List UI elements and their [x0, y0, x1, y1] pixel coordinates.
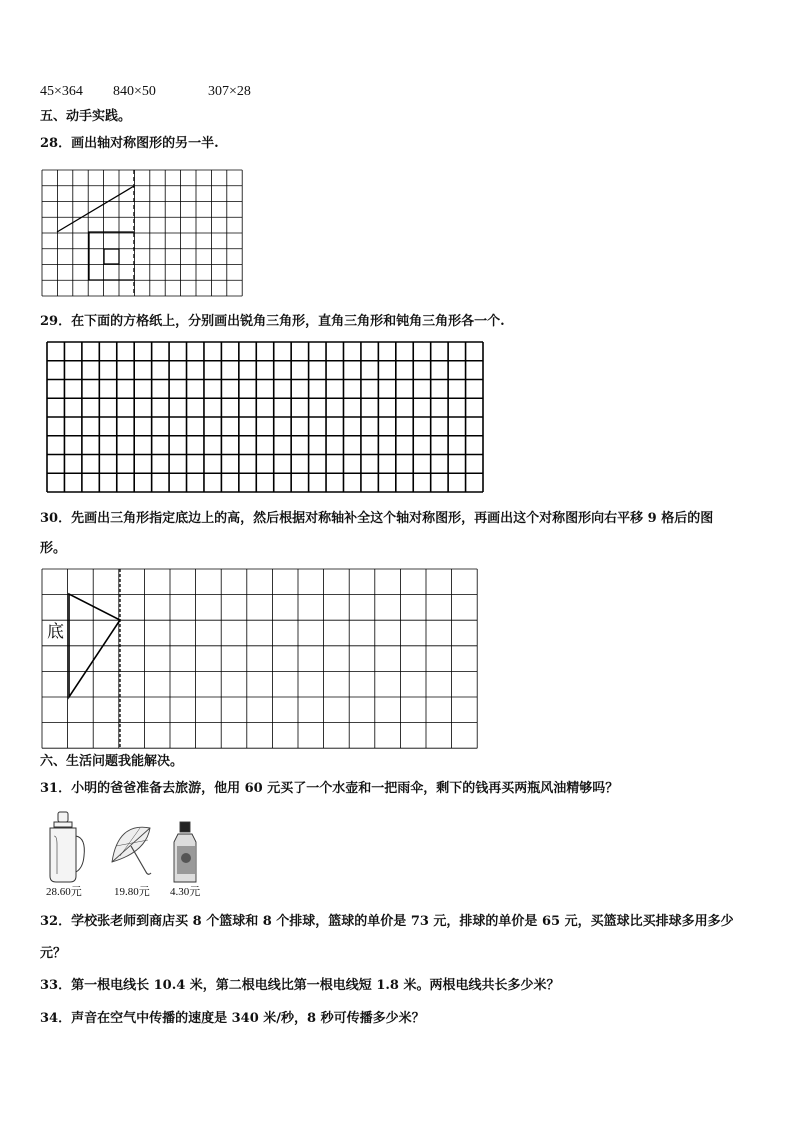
- q28-number: 28．: [40, 136, 72, 151]
- umbrella-price: 19.80元: [114, 886, 150, 898]
- q30-question: 先画出三角形指定底边上的高，然后根据对称轴补全这个轴对称图形，再画出这个对称图形向右平移 9 格后的图: [71, 511, 714, 526]
- q31-question: 小明的爸爸准备去旅游，他用 60 元买了一个水壶和一把雨伞，剩下的钱再买两瓶风油精够吗？: [71, 781, 619, 796]
- oil-bottle-icon: [174, 822, 196, 882]
- q33-text: [40, 978, 559, 994]
- q28-question: 画出轴对称图形的另一半.: [71, 136, 219, 151]
- q32-question: 学校张老师到商店买 8 个篮球和 8 个排球，篮球的单价是 73 元，排球的单价是 65 元，买篮球比买排球多用多少: [71, 914, 734, 929]
- section-5-title: 五、动手实践。: [40, 109, 132, 124]
- calc-1: 45×364: [40, 84, 83, 99]
- q32-text-line1: [40, 914, 734, 930]
- q29-number: 29．: [40, 314, 72, 329]
- q34-text: [40, 1011, 425, 1027]
- umbrella-icon: [112, 827, 151, 874]
- q31-number: 31．: [40, 781, 72, 796]
- kettle-price: 28.60元: [46, 886, 82, 898]
- q32-text-line2: 元？: [40, 946, 67, 961]
- calc-3: 307×28: [208, 84, 251, 99]
- calc-2: 840×50: [113, 84, 156, 99]
- q30-text-line2: 形。: [40, 541, 67, 556]
- q33-number: 33．: [40, 978, 72, 993]
- q30-base-label: 底: [47, 622, 64, 642]
- kettle-icon: [50, 812, 84, 882]
- oil-bottle-price: 4.30元: [170, 886, 201, 898]
- q30-number: 30．: [40, 511, 72, 526]
- q34-question: 声音在空气中传播的速度是 340 米/秒，8 秒可传播多少米？: [71, 1011, 425, 1026]
- q34-number: 34．: [40, 1011, 72, 1026]
- section-6-title: 六、生活问题我能解决。: [40, 754, 184, 769]
- q29-question: 在下面的方格纸上，分别画出锐角三角形，直角三角形和钝角三角形各一个.: [71, 314, 505, 329]
- q33-question: 第一根电线长 10.4 米，第二根电线比第一根电线短 1.8 米。两根电线共长多少米？: [71, 978, 560, 993]
- q32-number: 32．: [40, 914, 72, 929]
